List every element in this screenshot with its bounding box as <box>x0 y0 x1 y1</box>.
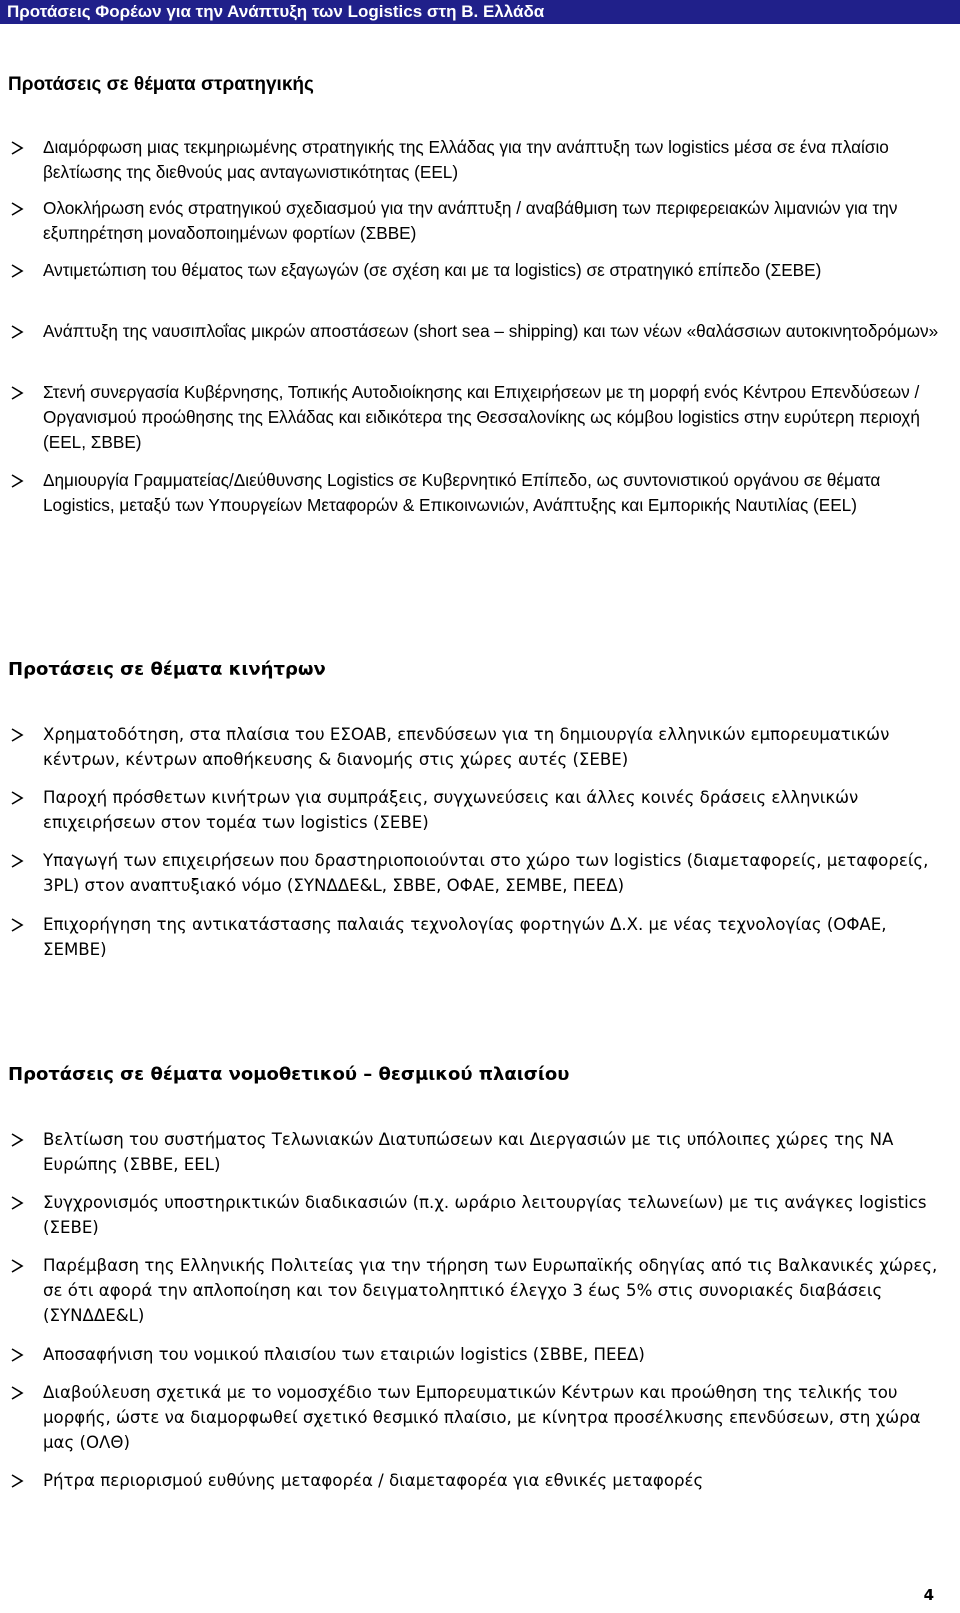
arrow-bullet-icon <box>10 386 24 400</box>
arrow-bullet-icon <box>10 854 24 868</box>
list-item: Συγχρονισμός υποστηρικτικών διαδικασιών (π.χ. ωράριο λειτουργίας τελωνείων) με τις ανάγκες logistics (ΣΕΒΕ) <box>0 1190 960 1253</box>
incentives-list <box>0 722 960 975</box>
list-item: Αποσαφήνιση του νομικού πλαισίου των εταιριών logistics (ΣΒΒΕ, ΠΕΕΔ) <box>0 1342 960 1380</box>
arrow-bullet-icon <box>10 1196 24 1210</box>
list-item: Αντιμετώπιση του θέματος των εξαγωγών (σε σχέση και με τα logistics) σε στρατηγικό επίπεδο (ΣΕΒΕ) <box>0 258 960 319</box>
arrow-bullet-icon <box>10 264 24 278</box>
list-item: Παρέμβαση της Ελληνικής Πολιτείας για την τήρηση των Ευρωπαϊκής οδηγίας από τις Βαλκανικές χώρες, σε ότι αφορά την απλοποίηση και τον δειγματοληπτικό έλεγχο 3 έως 5% στις συνοριακές διαβάσεις (ΣΥΝΔΔΕ&L) <box>0 1253 960 1342</box>
document-header <box>0 0 960 24</box>
arrow-bullet-icon <box>10 141 24 155</box>
arrow-bullet-icon <box>10 1133 24 1147</box>
arrow-bullet-icon <box>10 1386 24 1400</box>
list-item: Χρηματοδότηση, στα πλαίσια του ΕΣΟΑΒ, επενδύσεων για τη δημιουργία ελληνικών εμπορευματικών κέντρων, κέντρων αποθήκευσης & διανομής στις χώρες αυτές (ΣΕΒΕ) <box>0 722 960 785</box>
document-title: Προτάσεις Φορέων για την Ανάπτυξη των Logistics στη Β. Ελλάδα <box>7 2 545 21</box>
list-item: Ανάπτυξη της ναυσιπλοΐας μικρών αποστάσεων (short sea – shipping) και των νέων «θαλάσσιων αυτοκινητοδρόμων» <box>0 319 960 380</box>
arrow-bullet-icon <box>10 1259 24 1273</box>
arrow-bullet-icon <box>10 1474 24 1488</box>
legislative-list <box>0 1127 960 1498</box>
arrow-bullet-icon <box>10 791 24 805</box>
list-item: Δημιουργία Γραμματείας/Διεύθυνσης Logistics σε Κυβερνητικό Επίπεδο, ως συντονιστικού οργάνου σε θέματα Logistics, μεταξύ των Υπουργείων Μεταφορών & Επικοινωνιών, Ανάπτυξης και Εμπορικής Ναυτιλίας (EEL) <box>0 468 960 543</box>
list-item: Βελτίωση του συστήματος Τελωνιακών Διατυπώσεων και Διεργασιών με τις υπόλοιπες χώρες της ΝΑ Ευρώπης (ΣΒΒΕ, EEL) <box>0 1127 960 1190</box>
list-item: Ρήτρα περιορισμού ευθύνης μεταφορέα / διαμεταφορέα για εθνικές μεταφορές <box>0 1468 960 1498</box>
section-title-incentives: Προτάσεις σε θέματα κινήτρων <box>8 659 326 680</box>
list-item: Διαβούλευση σχετικά με το νομοσχέδιο των Εμπορευματικών Κέντρων και προώθηση της τελικής του μορφής, ώστε να διαμορφωθεί σχετικό θεσμικό πλαίσιο, με κίνητρα προσέλκυσης επενδύσεων, στη χώρα μας (ΟΛΘ) <box>0 1380 960 1468</box>
list-item: Παροχή πρόσθετων κινήτρων για συμπράξεις, συγχωνεύσεις και άλλες κοινές δράσεις ελληνικών επιχειρήσεων στον τομέα των logistics (ΣΕΒΕ) <box>0 785 960 848</box>
list-item: Υπαγωγή των επιχειρήσεων που δραστηριοποιούνται στο χώρο των logistics (διαμεταφορείς, μεταφορείς, 3PL) στον αναπτυξιακό νόμο (ΣΥΝΔΔΕ&L, ΣΒΒΕ, ΟΦΑΕ, ΣΕΜΒΕ, ΠΕΕΔ) <box>0 848 960 912</box>
arrow-bullet-icon <box>10 918 24 932</box>
list-item: Ολοκλήρωση ενός στρατηγικού σχεδιασμού για την ανάπτυξη / αναβάθμιση των περιφερειακών λιμανιών για την εξυπηρέτηση μοναδοποιημένων φορτίων (ΣΒΒΕ) <box>0 196 960 258</box>
section-title-strategy: Προτάσεις σε θέματα στρατηγικής <box>8 74 314 95</box>
list-item: Επιχορήγηση της αντικατάστασης παλαιάς τεχνολογίας φορτηγών Δ.Χ. με νέας τεχνολογίας (ΟΦΑΕ, ΣΕΜΒΕ) <box>0 912 960 975</box>
list-item: Διαμόρφωση μιας τεκμηριωμένης στρατηγικής της Ελλάδας για την ανάπτυξη των logistics μέσα σε ένα πλαίσιο βελτίωσης της διεθνούς μας ανταγωνιστικότητας (EEL) <box>0 135 960 196</box>
arrow-bullet-icon <box>10 1348 24 1362</box>
page-number: 4 <box>923 1586 934 1604</box>
arrow-bullet-icon <box>10 325 24 339</box>
arrow-bullet-icon <box>10 202 24 216</box>
strategy-list <box>0 135 960 543</box>
arrow-bullet-icon <box>10 474 24 488</box>
section-title-legislative: Προτάσεις σε θέματα νομοθετικού – θεσμικού πλαισίου <box>8 1064 570 1085</box>
arrow-bullet-icon <box>10 728 24 742</box>
list-item: Στενή συνεργασία Κυβέρνησης, Τοπικής Αυτοδιοίκησης και Επιχειρήσεων με τη μορφή ενός Κέντρου Επενδύσεων / Οργανισμού προώθησης της Ελλάδας και ειδικότερα της Θεσσαλονίκης ως κόμβου logistics στην ευρύτερη περιοχή (EEL, ΣΒΒΕ) <box>0 380 960 468</box>
